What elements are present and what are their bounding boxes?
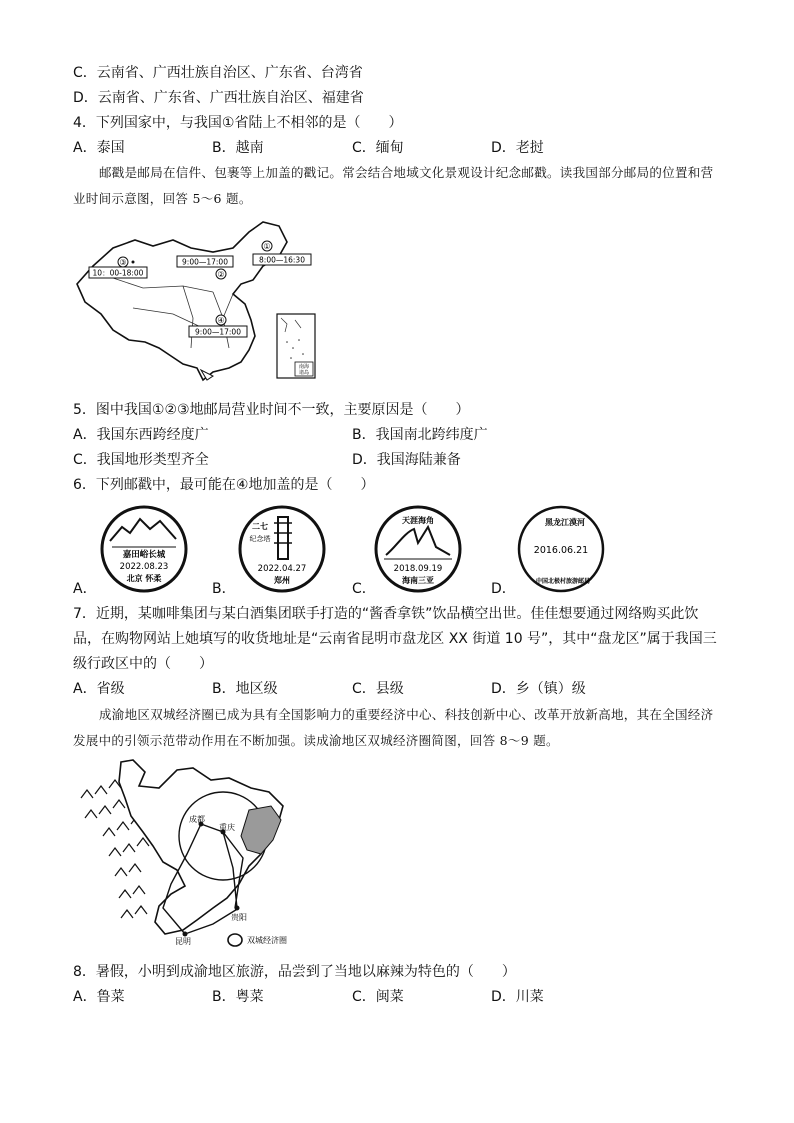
svg-text:9:00—17:00: 9:00—17:00 <box>182 257 228 267</box>
svg-text:海南三亚: 海南三亚 <box>402 576 434 585</box>
svg-text:双城经济圈: 双城经济圈 <box>247 936 287 945</box>
q8-option-b: B．粤菜 <box>212 989 264 1005</box>
q7-option-d: D．乡（镇）级 <box>491 681 586 697</box>
city-guiyang: 贵阳 <box>231 913 247 922</box>
svg-text:郑州: 郑州 <box>274 576 290 585</box>
svg-text:北京 怀柔: 北京 怀柔 <box>126 574 162 583</box>
q5-option-c: C．我国地形类型齐全 <box>73 452 209 468</box>
intro-chengyu-text: 成渝地区双城经济圈已成为具有全国影响力的重要经济中心、科技创新中心、改革开放新高地，其在全国经济发展中的引领示范带动作用在不断加强。读成渝地区双城经济圈简图，回答 8～9 题。 <box>73 707 714 748</box>
city-kunming: 昆明 <box>175 937 191 946</box>
svg-text:③: ③ <box>119 258 127 267</box>
svg-text:2022.08.23: 2022.08.23 <box>119 562 169 572</box>
stamp-b <box>234 503 330 595</box>
q5-stem: 5．图中我国①②③地邮局营业时间不一致，主要原因是（ ） <box>73 402 470 418</box>
q8-option-a: A．鲁菜 <box>73 989 125 1005</box>
svg-text:黑龙江漠河: 黑龙江漠河 <box>545 518 585 527</box>
map-legend <box>228 934 287 946</box>
svg-text:南海: 南海 <box>298 364 310 370</box>
q8-option-c: C．闽菜 <box>352 989 404 1005</box>
q4-stem: 4．下列国家中，与我国①省陆上不相邻的是（ ） <box>73 115 403 131</box>
svg-text:8:00—16:30: 8:00—16:30 <box>259 255 305 265</box>
q6-option-c: C． <box>352 581 376 597</box>
svg-text:④: ④ <box>217 316 225 325</box>
q7-stem: 7．近期，某咖啡集团与某白酒集团联手打造的“酱香拿铁”饮品横空出世。佳佳想要通过网络购买此饮品，在购物网站上她填写的收货地址是“云南省昆明市盘龙区 XX 街道 10 号”，其中“盘龙区”属于我国三级行政区中的（ ） <box>73 606 717 672</box>
q8-stem: 8．暑假，小明到成渝地区旅游，品尝到了当地以麻辣为特色的（ ） <box>73 964 516 980</box>
q3-option-c: C．云南省、广西壮族自治区、广东省、台湾省 <box>73 65 363 81</box>
q8-option-d: D．川菜 <box>491 989 544 1005</box>
svg-text:9:00—17:00: 9:00—17:00 <box>195 327 241 337</box>
city-chengdu: 成都 <box>189 815 205 824</box>
svg-text:二七: 二七 <box>252 522 268 531</box>
q3-option-d: D．云南省、广东省、广西壮族自治区、福建省 <box>73 90 364 106</box>
china-outline <box>77 222 287 380</box>
q4-option-d: D．老挝 <box>491 140 544 156</box>
q4-option-c: C．缅甸 <box>352 140 404 156</box>
stamp-c <box>370 503 466 595</box>
svg-text:2016.06.21: 2016.06.21 <box>533 545 589 556</box>
svg-text:诸岛: 诸岛 <box>298 370 310 376</box>
q5-option-a: A．我国东西跨经度广 <box>73 427 209 443</box>
q5-option-d: D．我国海陆兼备 <box>352 452 461 468</box>
q6-option-a: A． <box>73 581 97 597</box>
stamp-a <box>96 503 192 595</box>
svg-text:天涯海角: 天涯海角 <box>402 516 434 525</box>
city-chongqing: 重庆 <box>219 823 235 832</box>
intro-postmark <box>73 160 723 212</box>
q6-stem: 6．下列邮戳中，最可能在④地加盖的是（ ） <box>73 477 375 493</box>
svg-text:2018.09.19: 2018.09.19 <box>393 564 443 574</box>
svg-text:2022.04.27: 2022.04.27 <box>257 564 307 574</box>
svg-text:①: ① <box>263 242 271 251</box>
svg-text:②: ② <box>217 270 225 279</box>
q7-option-c: C．县级 <box>352 681 404 697</box>
q7-option-b: B．地区级 <box>212 681 278 697</box>
q4-option-b: B．越南 <box>212 140 264 156</box>
svg-text:纪念塔: 纪念塔 <box>249 535 271 543</box>
q4-option-a: A．泰国 <box>73 140 125 156</box>
stamp-d <box>513 503 609 595</box>
svg-text:10：00-18:00: 10：00-18:00 <box>92 268 144 278</box>
china-post-office-map <box>73 218 323 386</box>
q5-option-b: B．我国南北跨纬度广 <box>352 427 488 443</box>
south-china-sea-inset <box>277 314 315 378</box>
intro-chengyu <box>73 702 723 754</box>
svg-text:中国北极村旅游邮局: 中国北极村旅游邮局 <box>535 578 591 585</box>
q6-option-d: D． <box>491 581 516 597</box>
svg-text:嘉田峪长城: 嘉田峪长城 <box>122 550 166 560</box>
chengyu-economic-circle-map <box>73 758 313 950</box>
intro-postmark-text: 邮戳是邮局在信件、包裹等上加盖的戳记。常会结合地域文化景观设计纪念邮戳。读我国部分邮局的位置和营业时间示意图，回答 5～6 题。 <box>73 165 714 206</box>
q7-option-a: A．省级 <box>73 681 125 697</box>
q6-option-b: B． <box>212 581 236 597</box>
